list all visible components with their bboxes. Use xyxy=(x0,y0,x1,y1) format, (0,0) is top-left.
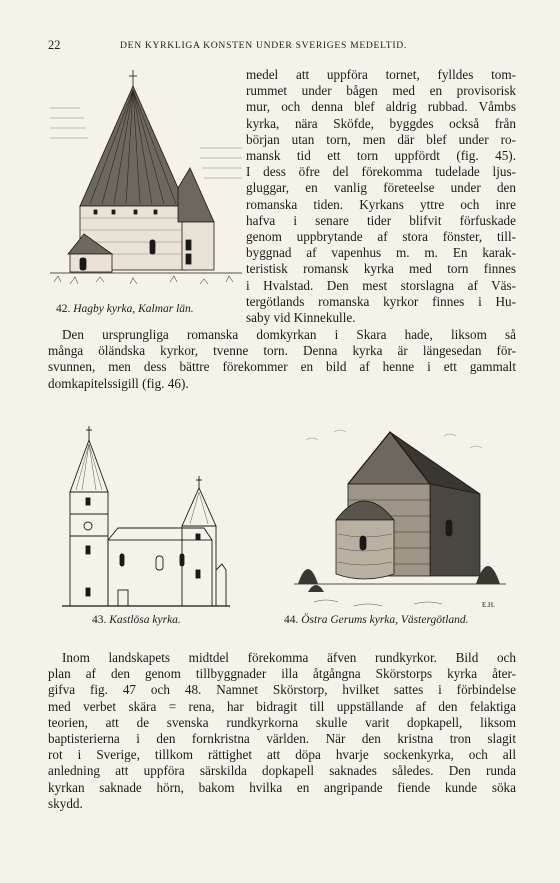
figure-43-caption xyxy=(92,614,181,626)
side-column-text xyxy=(246,67,516,326)
figure-44-engraver-signature: E.H. xyxy=(482,601,495,609)
figure-caption-text: Hagby kyrka, Kalmar län. xyxy=(73,303,194,315)
text-line: plan af den genom tillbyggnader illa åtgångna Skörstorps kyrka åter- xyxy=(48,666,516,682)
figure-caption-text: Kastlösa kyrka. xyxy=(109,614,181,626)
text-line: anledning att uppföra särskilda dopkapell saknades således. Den runda xyxy=(48,763,516,779)
text-line: gifva fig. 47 och 48. Namnet Skörstorp, hvilket sattes i förbindelse xyxy=(48,682,516,698)
text-line: Inom landskapets midtdel förekomma äfven rundkyrkor. Bild och xyxy=(62,650,516,665)
text-line: baptisterierna i den fornkristna världen. När den kristna tron slagit xyxy=(48,731,516,747)
text-line: mur, och denna blef aldrig rubbad. Våmbs xyxy=(246,99,516,115)
text-line: med verbet skära = rena, har bidragit till uppställande af den felaktiga xyxy=(48,698,516,714)
text-line: gluggar, en vanlig företeelse under den xyxy=(246,180,516,196)
text-line: svunnen, men dess bättre förekommer en bild af henne i ett gammalt xyxy=(48,359,516,375)
figure-42-hagby-church xyxy=(50,68,242,296)
text-line: saby vid Kinnekulle. xyxy=(246,310,356,326)
text-line: början utan torn, men där blef under ro- xyxy=(246,131,516,147)
text-line: byggnad af vapenhus m. m. En karak- xyxy=(246,245,516,261)
text-line: domkapitelssigill (fig. 46). xyxy=(48,375,189,391)
text-line: i Hvalstad. Den mest storslagna af Väs- xyxy=(246,277,516,293)
text-line: skydd. xyxy=(48,795,83,811)
figure-44-caption xyxy=(284,614,469,626)
figure-number: 44. xyxy=(284,614,299,626)
text-line: medel att uppföra tornet, fylldes tom- xyxy=(246,67,516,82)
text-line: kyrka, nära Sköfde, byggdes också från xyxy=(246,115,516,131)
paragraph-2 xyxy=(48,650,516,812)
text-line: teorien, att de svenska rundkyrkorna skulle varit dopkapell, liksom xyxy=(48,714,516,730)
figure-43-kastlosa-church xyxy=(62,424,230,612)
text-line: teristisk romansk kyrka med torn finnes xyxy=(246,261,516,277)
figure-number: 42. xyxy=(56,303,71,315)
text-line: rot i Sverige, tillkom rättighet att döpa hvarje sockenkyrka, och all xyxy=(48,747,516,763)
paragraph-1 xyxy=(48,327,516,392)
text-line: romanska tiden. Kyrkans yttre och inre xyxy=(246,196,516,212)
running-head xyxy=(48,38,518,54)
text-line: I dess öfre del förekomma tudelade ljus- xyxy=(246,164,516,180)
figure-number: 43. xyxy=(92,614,107,626)
text-line: många öländska kyrkor, tvenne torn. Denna kyrka är längesedan för- xyxy=(48,343,516,359)
kastlosa-church-drawing xyxy=(62,424,230,612)
text-line: tergötlands romanska kyrkor finnes i Hu- xyxy=(246,293,516,309)
text-line: genom uppbrytande af stora fönster, till- xyxy=(246,229,516,245)
hagby-church-engraving xyxy=(50,68,242,296)
text-line: mansk tid ett torn uppfördt (fig. 45). xyxy=(246,148,516,164)
text-line: kyrkan saknade hörn, bakom hvilka en angripande fiende kunde söka xyxy=(48,779,516,795)
page-number: 22 xyxy=(48,38,61,52)
ostra-gerum-church-engraving xyxy=(294,424,506,614)
running-title: DEN KYRKLIGA KONSTEN UNDER SVERIGES MEDELTID. xyxy=(120,40,407,51)
figure-42-caption xyxy=(56,303,194,315)
text-line: Den ursprungliga romanska domkyrkan i Skara hade, liksom så xyxy=(62,327,516,342)
text-line: hafva i senare tider blifvit förfuskade xyxy=(246,212,516,228)
figure-caption-text: Östra Gerums kyrka, Västergötland. xyxy=(301,614,469,626)
figure-44-ostra-gerum-church xyxy=(294,424,506,614)
text-line: rummet under bågen med en provisorisk xyxy=(246,83,516,99)
